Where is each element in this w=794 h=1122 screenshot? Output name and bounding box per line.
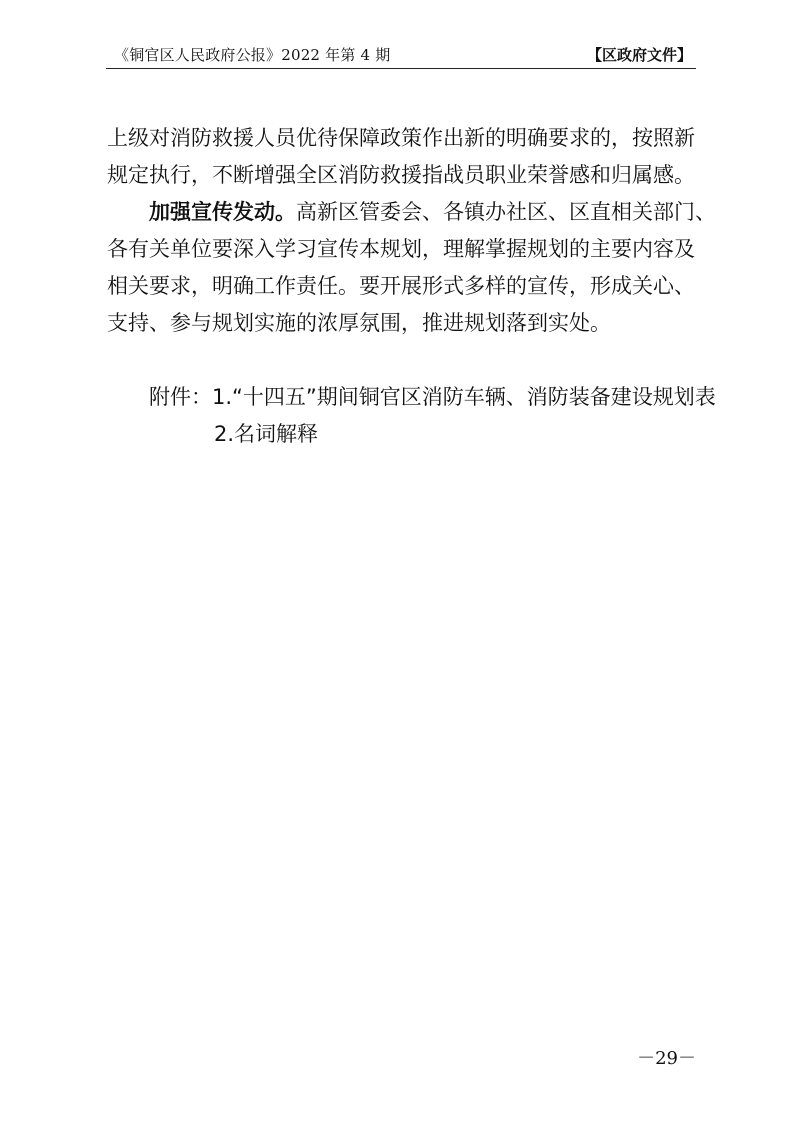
paragraph-1 <box>107 120 697 194</box>
attachment-label: 附件： <box>149 385 212 409</box>
page-number: －29－ <box>637 1048 696 1069</box>
attachment-item-1: 1.“十四五”期间铜官区消防车辆、消防装备建设规划表 <box>212 385 716 409</box>
publication-title: 《铜官区人民政府公报》2022 年第 4 期 <box>114 46 391 64</box>
paragraph-2-heading: 加强宣传发动。 <box>149 200 296 224</box>
paragraph-2-line-1: 高新区管委会、各镇办社区、区直相关部门、 <box>296 200 716 224</box>
paragraph-2-line-2: 各有关单位要深入学习宣传本规划，理解掌握规划的主要内容及 <box>107 237 695 261</box>
attachment-item-2: 2.名词解释 <box>214 422 319 446</box>
paragraph-2 <box>107 194 716 342</box>
paragraph-1-line-1: 上级对消防救援人员优待保障政策作出新的明确要求的，按照新 <box>107 126 695 150</box>
page-header <box>106 42 696 69</box>
paragraph-1-line-2: 规定执行，不断增强全区消防救援指战员职业荣誉感和归属感。 <box>107 163 695 187</box>
paragraph-2-line-3: 相关要求，明确工作责任。要开展形式多样的宣传，形成关心、 <box>107 274 695 298</box>
section-label: 【区政府文件】 <box>586 46 692 64</box>
attachment-list <box>149 379 716 416</box>
paragraph-2-line-4: 支持、参与规划实施的浓厚氛围，推进规划落到实处。 <box>107 311 611 335</box>
